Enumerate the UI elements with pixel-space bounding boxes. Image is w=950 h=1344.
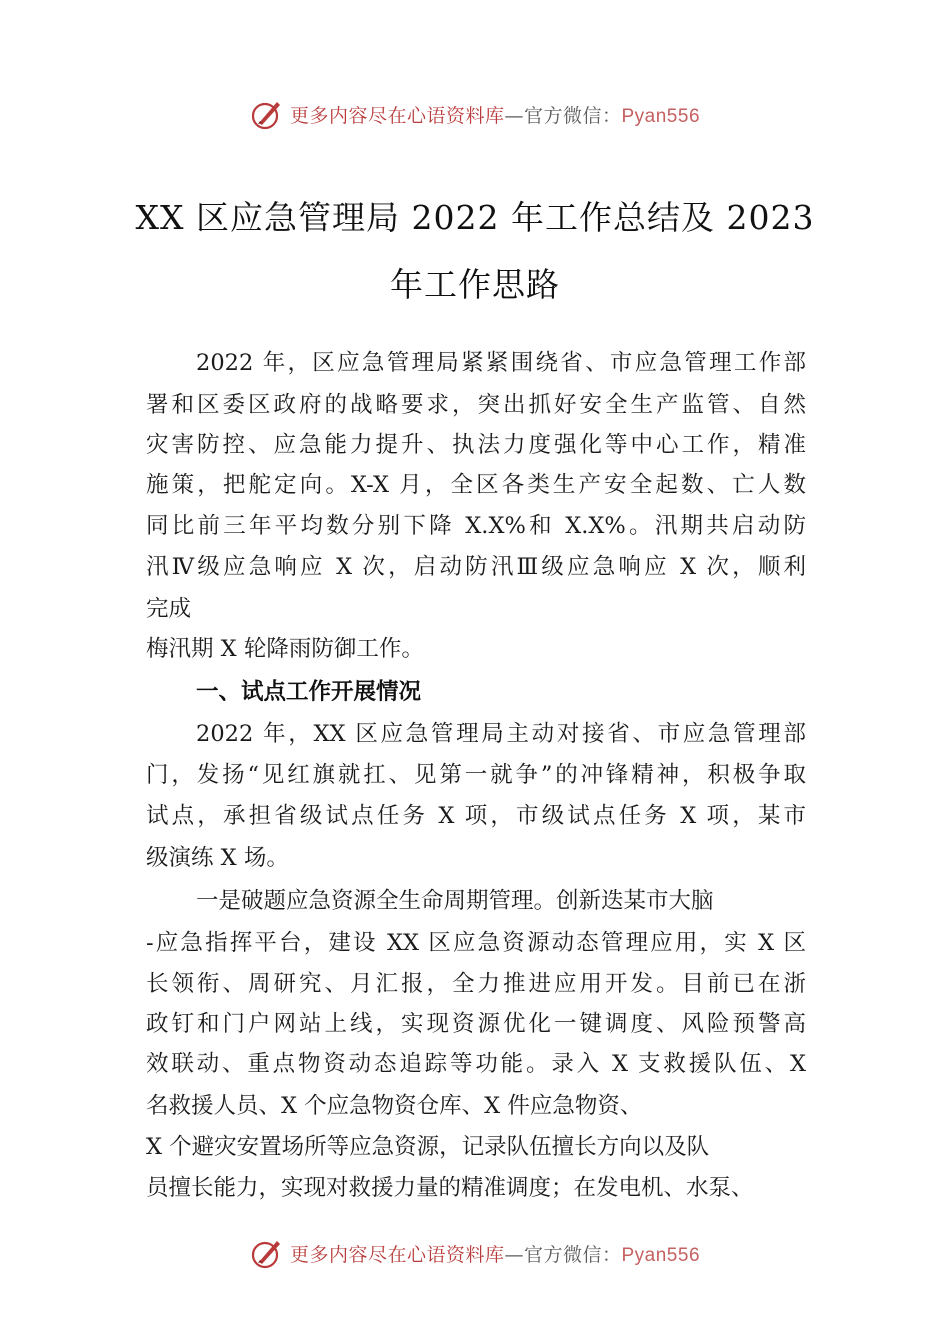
body-line: 同比前三年平均数分别下降 X.X%和 X.X%。汛期共启动防 (146, 513, 806, 539)
footer-watermark-banner (0, 1233, 950, 1273)
banner-wechat-id: Pyan556 (621, 105, 701, 127)
body-line: 署和区委区政府的战略要求，突出抓好安全生产监管、自然 (146, 392, 806, 418)
body-line: 施策，把舵定向。X-X 月，全区各类生产安全起数、亡人数 (146, 472, 806, 498)
body-line: X 个避灾安置场所等应急资源，记录队伍擅长方向以及队 (146, 1134, 710, 1160)
banner-text (290, 1240, 700, 1267)
banner-library-text: 更多内容尽在心语资料库 (289, 104, 505, 127)
body-line: 试点，承担省级试点任务 X 项，市级试点任务 X 项，某市 (146, 803, 806, 829)
banner-wechat-label: —官方微信： (504, 104, 622, 127)
banner-wechat-id: Pyan556 (621, 1244, 701, 1266)
body-line: 长领衔、周研究、月汇报，全力推进应用开发。目前已在浙 (146, 971, 806, 997)
document-title (100, 184, 850, 318)
banner-wechat-label: —官方微信： (504, 1243, 622, 1266)
banner-text (290, 101, 700, 128)
body-line: 政钉和门户网站上线，实现资源优化一键调度、风险预警高 (146, 1011, 806, 1037)
body-line: 汛Ⅳ级应急响应 X 次，启动防汛Ⅲ级应急响应 X 次，顺利 (146, 554, 806, 580)
section-heading: 一、试点工作开展情况 (196, 679, 422, 705)
header-watermark-banner (0, 94, 950, 134)
body-line: 梅汛期 X 轮降雨防御工作。 (146, 636, 424, 662)
body-line: 完成 (146, 596, 192, 622)
body-line: 名救援人员、X 个应急物资仓库、X 件应急物资、 (146, 1093, 643, 1119)
banner-library-text: 更多内容尽在心语资料库 (289, 1243, 505, 1266)
quill-logo-icon (250, 97, 284, 131)
body-line: 员擅长能力，实现对救援力量的精准调度；在发电机、水泵、 (146, 1175, 754, 1201)
body-line: 级演练 X 场。 (146, 845, 289, 871)
body-line: 门，发扬“见红旗就扛、见第一就争”的冲锋精神，积极争取 (146, 762, 806, 788)
quill-logo-icon (250, 1236, 284, 1270)
body-line: 一是破题应急资源全生命周期管理。创新迭某市大脑 (196, 888, 714, 914)
body-line: 2022 年，XX 区应急管理局主动对接省、市应急管理部 (196, 721, 806, 747)
body-line: 灾害防控、应急能力提升、执法力度强化等中心工作，精准 (146, 432, 806, 458)
title-line-1: XX 区应急管理局 2022 年工作总结及 2023 (135, 198, 815, 237)
body-line: 2022 年，区应急管理局紧紧围绕省、市应急管理工作部 (196, 350, 806, 376)
title-line-2: 年工作思路 (390, 265, 560, 304)
body-line: 效联动、重点物资动态追踪等功能。录入 X 支救援队伍、X (146, 1051, 806, 1077)
body-line: -应急指挥平台，建设 XX 区应急资源动态管理应用，实 X 区 (146, 930, 806, 956)
